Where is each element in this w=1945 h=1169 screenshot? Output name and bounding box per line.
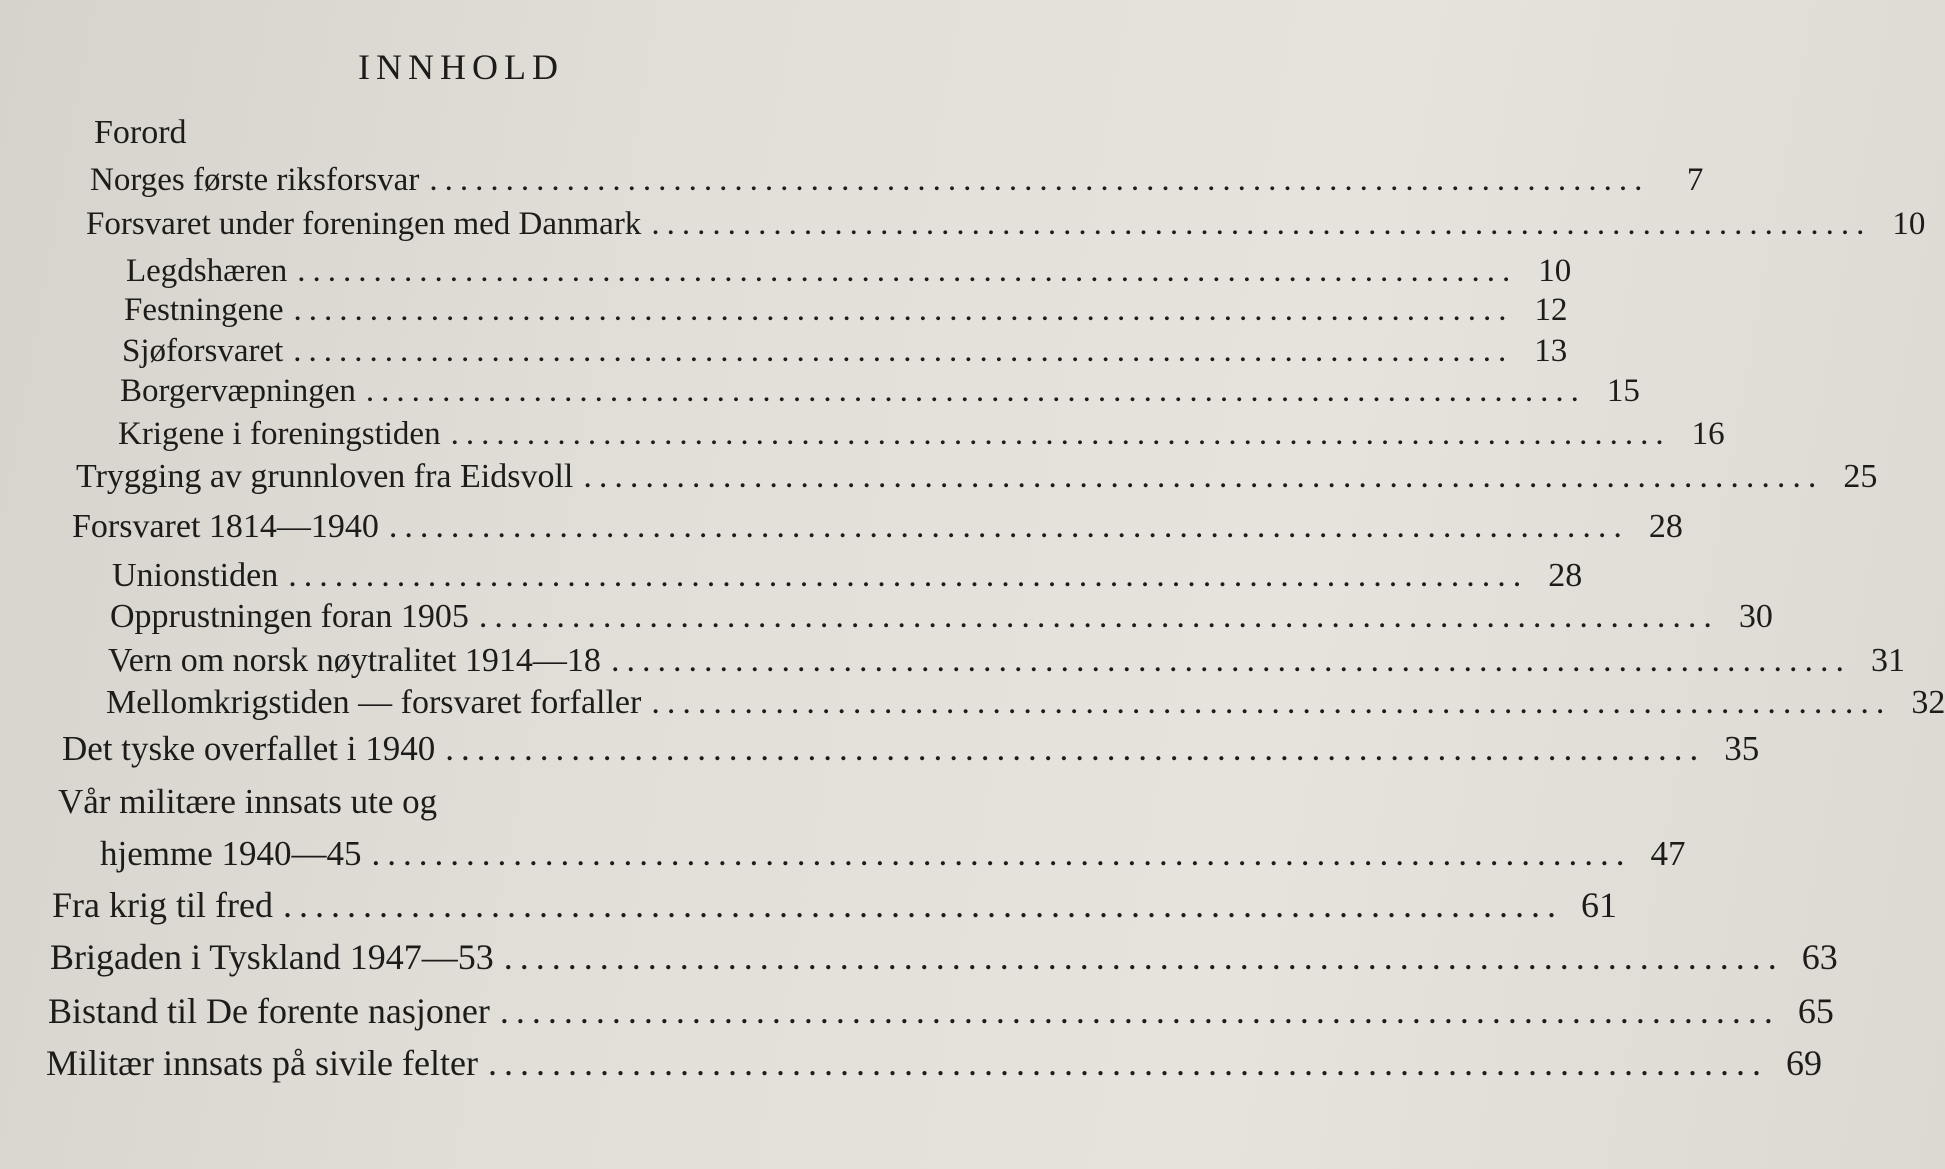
toc-entry-page: 25 (1843, 458, 1878, 495)
dot-leader: ................................................................................ (371, 834, 1632, 873)
toc-entry (52, 884, 1617, 926)
toc-entry-page: 63 (1801, 937, 1838, 977)
toc-entry-page: 35 (1724, 729, 1760, 768)
toc-entry (122, 333, 1568, 370)
dot-leader: ................................................................................ (365, 373, 1586, 409)
toc-entry-label: Vår militære innsats ute og (58, 782, 438, 821)
toc-entry-label: Norges første riksforsvar (90, 162, 420, 198)
toc-entry (72, 508, 1683, 546)
toc-entry-label: Unionstiden (112, 557, 279, 594)
dot-leader: ................................................................................ (297, 253, 1518, 289)
toc-entry (110, 598, 1773, 636)
toc-entry-page: 15 (1606, 373, 1640, 409)
dot-leader: ................................................................................ (429, 162, 1650, 198)
toc-entry (62, 729, 1760, 769)
toc-entry-page: 12 (1534, 292, 1568, 328)
toc-entry-label: Vern om norsk nøytralitet 1914—18 (108, 642, 601, 679)
toc-entry (124, 292, 1568, 329)
dot-leader: ................................................................................ (288, 557, 1529, 594)
dot-leader: ................................................................................ (293, 333, 1514, 369)
toc-entry-page: 10 (1538, 253, 1572, 289)
toc-entry-page: 7 (1686, 162, 1704, 198)
toc-entry (50, 936, 1838, 978)
toc-entry-page: 16 (1691, 416, 1725, 452)
toc-entry (76, 458, 1878, 496)
toc-entry-label: Krigene i foreningstiden (118, 416, 441, 452)
toc-entry (58, 782, 437, 822)
toc-entry-page: 47 (1650, 834, 1686, 873)
toc-entry-page: 31 (1870, 642, 1905, 679)
toc-entry (106, 684, 1945, 722)
dot-leader: ................................................................................ (478, 598, 1719, 635)
toc-entry-page: 10 (1892, 206, 1926, 242)
toc-entry-label: Opprustningen foran 1905 (110, 598, 469, 635)
toc-entry-label: Festningene (124, 292, 284, 328)
toc-entry-page: 13 (1534, 333, 1568, 369)
toc-entry (48, 990, 1834, 1032)
toc-entry-page: 28 (1548, 557, 1583, 594)
toc-entry-label: Forsvaret 1814—1940 (72, 508, 379, 545)
toc-entry-label: Fra krig til fred (52, 885, 273, 925)
toc-entry (46, 1042, 1822, 1084)
toc-entry-label: Forsvaret under foreningen med Danmark (86, 206, 642, 242)
dot-leader: ................................................................................ (651, 206, 1872, 242)
toc-entry-label: Sjøforsvaret (122, 333, 284, 369)
toc-entry-label: Det tyske overfallet i 1940 (62, 729, 436, 768)
toc-entry-label: Trygging av grunnloven fra Eidsvoll (76, 458, 574, 495)
toc-entry-page: 69 (1785, 1043, 1822, 1083)
dot-leader: ................................................................................ (503, 937, 1784, 977)
toc-entry-page: 32 (1911, 684, 1945, 721)
dot-leader: ................................................................................ (651, 684, 1892, 721)
dot-leader: ................................................................................ (293, 292, 1514, 328)
dot-leader: ................................................................................ (445, 729, 1706, 768)
toc-entry-label: Mellomkrigstiden — forsvaret forfaller (106, 684, 642, 721)
toc-entry (94, 114, 187, 152)
toc-entry (108, 642, 1905, 680)
dot-leader: ................................................................................ (282, 885, 1563, 925)
toc-title: INNHOLD (358, 47, 564, 87)
toc-entry-label: hjemme 1940—45 (100, 834, 362, 873)
dot-leader: ................................................................................ (487, 1043, 1768, 1083)
dot-leader: ................................................................................ (388, 508, 1629, 545)
toc-entry (118, 416, 1725, 453)
toc-entry-label: Militær innsats på sivile felter (46, 1043, 478, 1083)
toc-entry (86, 206, 1926, 243)
toc-entry-label: Legdshæren (126, 253, 288, 289)
toc-entry-page: 61 (1580, 885, 1617, 925)
toc-entry-label: Borgervæpningen (120, 373, 356, 409)
dot-leader: ................................................................................ (450, 416, 1671, 452)
dot-leader: ................................................................................ (610, 642, 1851, 679)
toc-entry (100, 834, 1686, 874)
toc-entry (90, 162, 1704, 199)
toc-entry-label: Forord (94, 114, 187, 151)
toc-entry (112, 557, 1583, 595)
toc-entry-page: 65 (1797, 991, 1834, 1031)
toc-entry (120, 373, 1640, 410)
toc-entry-page: 30 (1738, 598, 1773, 635)
toc-entry-label: Brigaden i Tyskland 1947—53 (50, 937, 494, 977)
dot-leader: ................................................................................ (499, 991, 1780, 1031)
toc-entry (126, 253, 1572, 290)
toc-entry-label: Bistand til De forente nasjoner (48, 991, 490, 1031)
dot-leader: ................................................................................ (583, 458, 1824, 495)
toc-entry-page: 28 (1648, 508, 1683, 545)
